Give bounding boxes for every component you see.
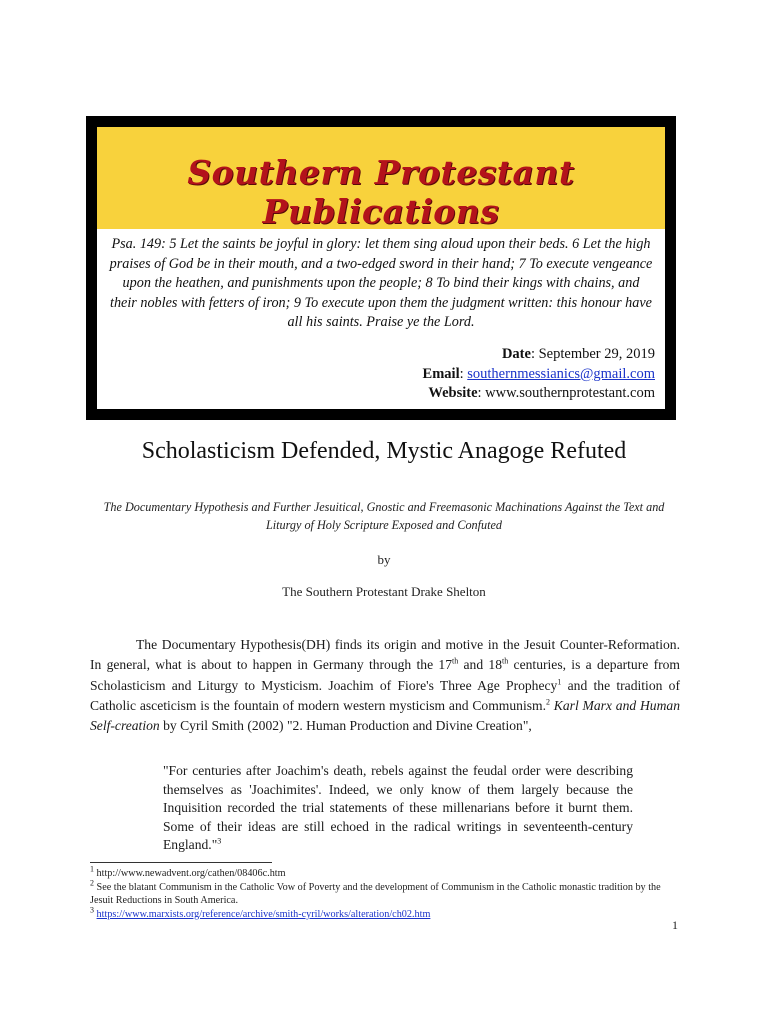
header-box: [86, 116, 676, 420]
book-title: Karl Marx and Human Self-creation: [90, 697, 680, 734]
email-line: [423, 365, 655, 385]
article-subtitle: The Documentary Hypothesis and Further Jesuitical, Gnostic and Freemasonic Machinations Against the Text and Liturgy of Holy Scripture Exposed and Confuted: [103, 500, 665, 532]
superscript-th: th: [502, 656, 509, 666]
email-separator: :: [459, 365, 468, 382]
body-paragraph: [90, 635, 680, 736]
footnote-3: [90, 905, 680, 922]
footnotes: [90, 864, 680, 921]
page-number: 1: [672, 918, 678, 932]
website-label: Website: [428, 385, 478, 401]
quote-text: "For centuries after Joachim's death, rebels against the feudal order were describing themselves as 'Joachimites'. Indeed, we only know of them largely because the Inquisition recorded the trial statements of these millenarians before it burnt them. Some of their ideas are still echoed in the radical writings in seventeenth-century England.": [163, 763, 633, 852]
psalm-epigraph: Psa. 149: 5 Let the saints be joyful in glory: let them sing aloud upon their beds. 6 Let the high praises of God be in their mouth, and a two-edged sword in their hand; 7 To execute vengeance upon the heathen, and punishments upon the people; 8 To bind their kings with chains, and their nobles with fetters of iron; 9 To execute upon them the judgment written: this honour have all his saints. Praise ye the Lord.: [109, 236, 653, 330]
footnote-1: [90, 864, 680, 881]
publisher-banner: [97, 127, 665, 229]
date-value: : September 29, 2019: [530, 346, 655, 362]
website-line: [423, 384, 655, 404]
para-text-2: and 18: [458, 657, 503, 673]
footnote-ref-3[interactable]: 3: [217, 836, 222, 846]
footnote-link[interactable]: https://www.marxists.org/reference/archive/smith-cyril/works/alteration/ch02.htm: [96, 908, 431, 920]
footnote-number: 2: [90, 878, 94, 888]
para-text-6: by Cyril Smith (2002) "2. Human Production and Divine Creation",: [159, 718, 532, 734]
footnote-text: See the blatant Communism in the Catholic Vow of Poverty and the development of Communism in the Catholic monastic tradition by the Jesuit Reductions in South America.: [90, 881, 661, 907]
author-name: The Southern Protestant Drake Shelton: [282, 584, 486, 599]
footnote-divider: [90, 862, 272, 863]
email-link[interactable]: southernmessianics@gmail.com: [467, 365, 655, 382]
para-text-1: The Documentary Hypothesis(DH) finds its origin and motive in the Jesuit Counter-Reformation. In general, what is about to happen in Germany through the 17: [90, 637, 680, 673]
footnote-ref-1[interactable]: 1: [557, 677, 562, 687]
para-text-3: centuries, is a departure from Scholasticism and Liturgy to Mysticism. Joachim of Fiore's Three Age Prophecy: [90, 657, 680, 693]
footnote-number: 1: [90, 864, 94, 874]
date-label: Date: [501, 346, 531, 362]
article-title: Scholasticism Defended, Mystic Anagoge Refuted: [141, 438, 627, 464]
para-text-4: and the tradition of Catholic asceticism is the fountain of modern western mysticism and Communism.: [90, 677, 680, 713]
footnote-2: [90, 878, 680, 908]
publication-meta: [423, 345, 655, 404]
byline-by: by: [377, 552, 391, 567]
publisher-logo-title: Southern Protestant Publications: [187, 153, 575, 231]
header-inner: [97, 127, 665, 409]
superscript-th: th: [452, 656, 459, 666]
footnote-number: 3: [90, 905, 94, 915]
footnote-ref-2[interactable]: 2: [545, 697, 550, 707]
email-label: Email: [422, 365, 460, 382]
date-line: [423, 345, 655, 365]
block-quote: [163, 762, 633, 855]
footnote-text: http://www.newadvent.org/cathen/08406c.htm: [94, 868, 286, 879]
website-value: : www.southernprotestant.com: [477, 385, 655, 401]
